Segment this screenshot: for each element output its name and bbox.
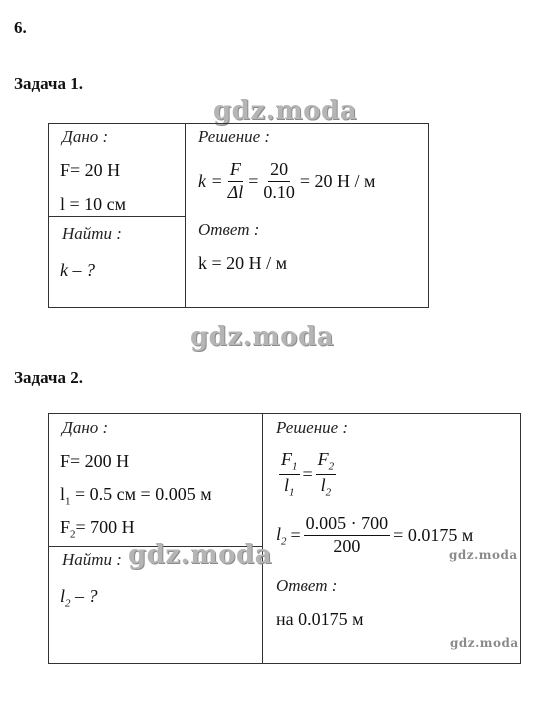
fraction-num bbox=[279, 450, 300, 475]
formula-result: = 20 Н / м bbox=[299, 170, 376, 191]
fraction-num: 20 bbox=[268, 160, 290, 182]
watermark: gdz.moda bbox=[128, 540, 273, 570]
formula-result: = 0.0175 м bbox=[393, 524, 474, 545]
var: F bbox=[317, 449, 329, 469]
sub: 1 bbox=[289, 486, 295, 499]
fraction-values bbox=[304, 514, 391, 557]
task1-given-label: Дано : bbox=[62, 127, 109, 146]
var: l bbox=[60, 484, 66, 504]
sub: 2 bbox=[328, 460, 335, 473]
formula-lhs bbox=[276, 524, 287, 548]
fraction-num bbox=[316, 450, 337, 475]
task1-answer: k = 20 Н / м bbox=[198, 253, 288, 273]
formula-eq: = bbox=[302, 463, 313, 484]
task2-formula2 bbox=[276, 514, 473, 557]
var: l bbox=[320, 474, 326, 495]
fraction-force-over-dl bbox=[226, 160, 246, 203]
task2-find bbox=[60, 586, 98, 610]
task2-title: Задача 2. bbox=[14, 368, 83, 387]
task2-given-length1 bbox=[60, 484, 212, 508]
task1-given-force: F= 20 Н bbox=[60, 160, 121, 180]
problem-number: 6. bbox=[14, 18, 27, 37]
fraction-values bbox=[261, 160, 297, 203]
var: l bbox=[283, 474, 289, 495]
task2-answer: на 0.0175 м bbox=[276, 609, 364, 629]
fraction-den: 0.10 bbox=[263, 181, 295, 202]
task2-given-label: Дано : bbox=[62, 418, 109, 437]
task1-divider-horizontal bbox=[48, 216, 186, 217]
task1-title: Задача 1. bbox=[14, 74, 83, 93]
sub: 2 bbox=[70, 528, 76, 541]
watermark: gdz.moda bbox=[449, 548, 518, 562]
var: F bbox=[60, 517, 71, 537]
fraction-den bbox=[282, 475, 297, 499]
task2-divider-vertical bbox=[262, 413, 263, 664]
formula-eq: = bbox=[290, 524, 301, 545]
task1-formula bbox=[198, 160, 375, 203]
rest: = 700 Н bbox=[75, 517, 135, 537]
formula-eq: = bbox=[248, 170, 259, 191]
fraction-num: F bbox=[228, 160, 243, 182]
task1-answer-label: Ответ : bbox=[198, 220, 260, 239]
watermark: gdz.moda bbox=[450, 636, 519, 650]
var: F bbox=[281, 449, 292, 469]
rest: = 0.5 см = 0.005 м bbox=[70, 484, 212, 504]
fraction-den: Δl bbox=[227, 181, 244, 202]
task2-answer-label: Ответ : bbox=[276, 576, 338, 595]
task2-given-force2 bbox=[60, 517, 135, 541]
task2-given-force1: F= 200 Н bbox=[60, 451, 130, 471]
sub: 2 bbox=[325, 486, 332, 499]
formula-lhs: k = bbox=[198, 170, 223, 191]
sub: 1 bbox=[65, 495, 71, 508]
task1-solution-label: Решение : bbox=[198, 127, 271, 146]
fraction-f1-over-l1 bbox=[279, 450, 300, 498]
fraction-den: 200 bbox=[333, 535, 361, 556]
watermark: gdz.moda bbox=[213, 96, 358, 126]
sub: 2 bbox=[281, 535, 287, 548]
fraction-f2-over-l2 bbox=[316, 450, 337, 498]
sub: 1 bbox=[292, 460, 298, 473]
task1-find-label: Найти : bbox=[62, 224, 122, 243]
rest: – ? bbox=[70, 586, 98, 606]
fraction-den bbox=[319, 475, 334, 499]
task2-formula1 bbox=[276, 450, 339, 498]
task2-find-label: Найти : bbox=[62, 550, 122, 569]
task2-solution-label: Решение : bbox=[276, 418, 349, 437]
var: l bbox=[60, 586, 66, 606]
task1-given-length: l = 10 см bbox=[60, 194, 127, 214]
sub: 2 bbox=[65, 597, 71, 610]
watermark: gdz.moda bbox=[190, 322, 335, 352]
var: l bbox=[276, 523, 282, 544]
fraction-num: 0.005 · 700 bbox=[304, 514, 391, 536]
task1-find: k – ? bbox=[60, 260, 95, 280]
